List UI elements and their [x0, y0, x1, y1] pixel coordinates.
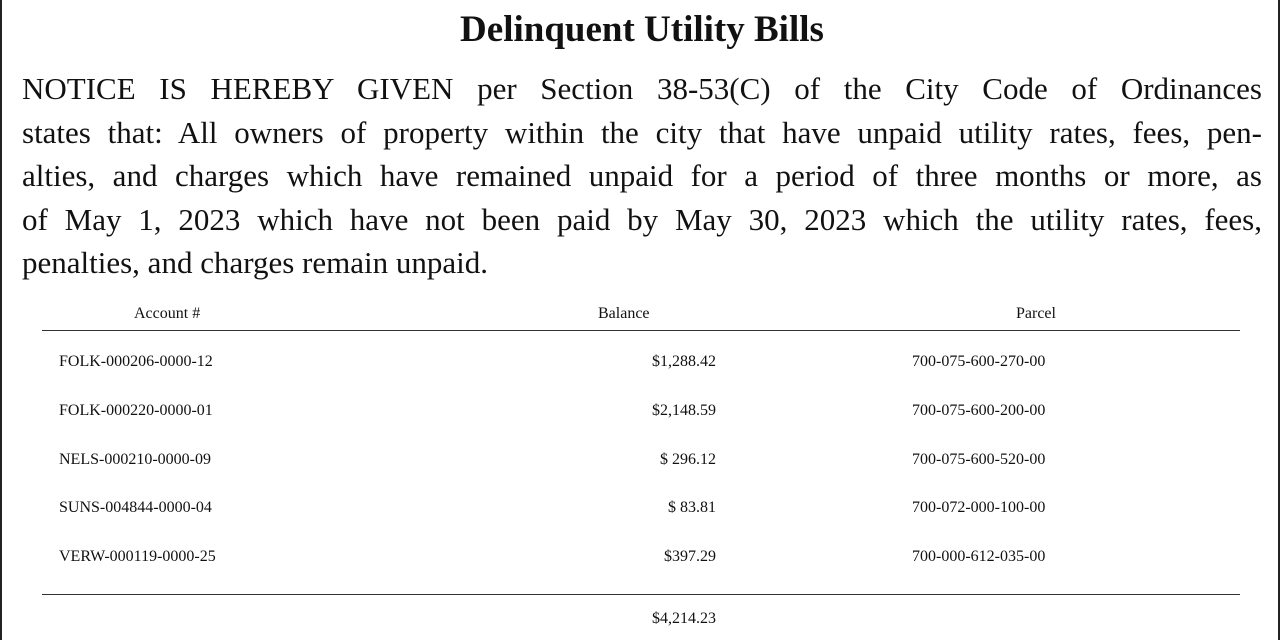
header-rule: [42, 330, 1240, 331]
total-balance: $4,214.23: [652, 610, 716, 627]
notice-line: of May 1, 2023 which have not been paid by May 30, 2023 which the utility rates, fees,: [22, 201, 1262, 237]
account-cell: SUNS-004844-0000-04: [59, 499, 212, 516]
balance-cell: $ 296.12: [660, 451, 716, 468]
account-cell: NELS-000210-0000-09: [59, 451, 211, 468]
notice-line: penalties, and charges remain unpaid.: [22, 245, 488, 280]
header-balance: Balance: [598, 305, 650, 322]
parcel-cell: 700-000-612-035-00: [912, 548, 1046, 565]
total-rule: [42, 594, 1240, 595]
document-title: Delinquent Utility Bills: [460, 9, 824, 50]
parcel-cell: 700-075-600-200-00: [912, 402, 1046, 419]
account-cell: VERW-000119-0000-25: [59, 548, 216, 565]
parcel-cell: 700-075-600-270-00: [912, 353, 1046, 370]
notice-line: alties, and charges which have remained unpaid for a period of three months or more, as: [22, 158, 1262, 193]
balance-cell: $ 83.81: [668, 499, 716, 516]
notice-line: NOTICE IS HEREBY GIVEN per Section 38-53(C) of the City Code of Ordinances: [22, 71, 1262, 106]
parcel-cell: 700-075-600-520-00: [912, 451, 1046, 468]
balance-cell: $2,148.59: [652, 402, 716, 419]
notice-line: states that: All owners of property within the city that have unpaid utility rates, fees, pen-: [22, 114, 1262, 150]
parcel-cell: 700-072-000-100-00: [912, 499, 1046, 516]
header-parcel: Parcel: [1016, 305, 1056, 322]
account-cell: FOLK-000206-0000-12: [59, 353, 213, 370]
account-cell: FOLK-000220-0000-01: [59, 402, 213, 419]
header-account: Account #: [134, 305, 201, 322]
notice-paragraph: [22, 67, 1262, 285]
balance-cell: $397.29: [664, 548, 716, 565]
balance-cell: $1,288.42: [652, 353, 716, 370]
